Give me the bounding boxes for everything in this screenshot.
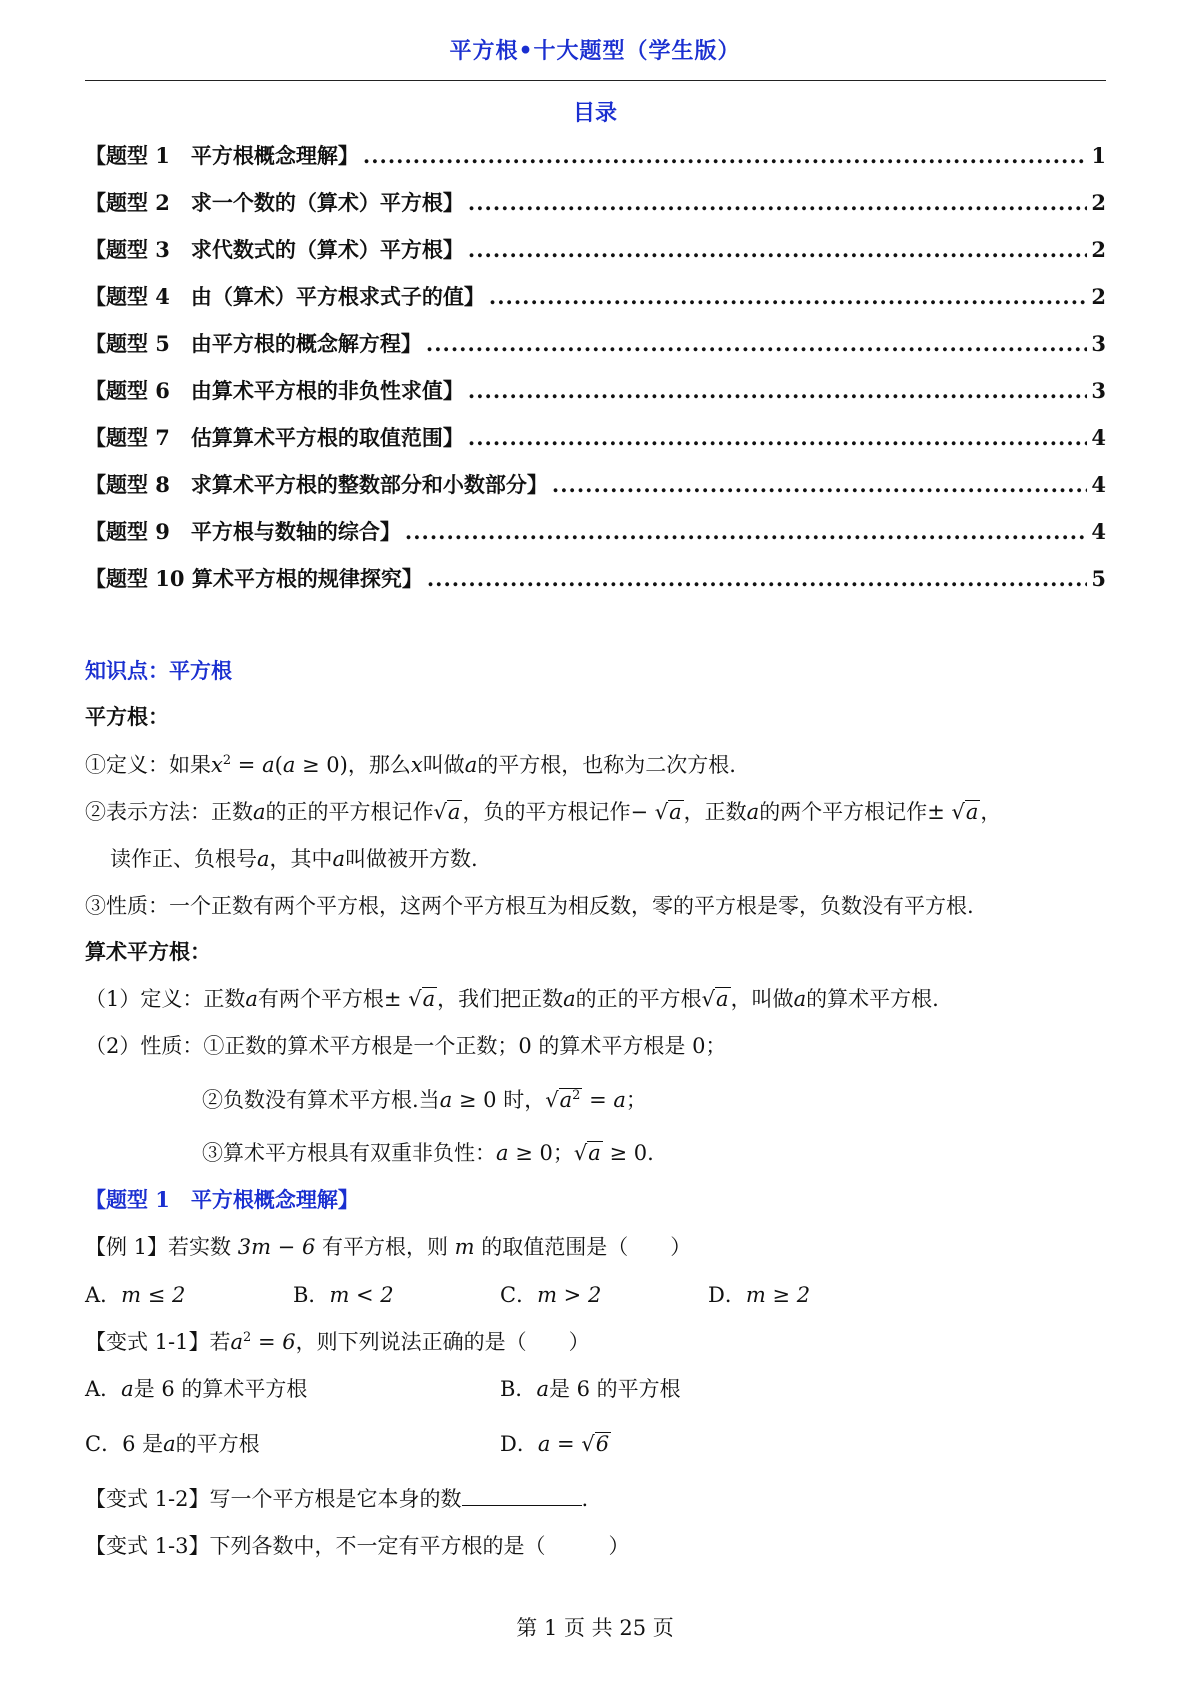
arithmetic-property-3: ③算术平方根具有双重非负性：a ≥ 0；√a ≥ 0. bbox=[202, 1141, 654, 1165]
toc-item[interactable]: 【题型 2 求一个数的（算术）平方根】 ..... 2 bbox=[85, 187, 1106, 234]
toc-item[interactable]: 【题型 9 平方根与数轴的综合】 ..... 4 bbox=[85, 516, 1106, 563]
variant-1-1-option-b[interactable]: B．a是 6 的平方根 bbox=[500, 1377, 681, 1401]
square-root-heading: 平方根： bbox=[85, 704, 169, 729]
definition-3: ③性质：一个正数有两个平方根，这两个平方根互为相反数，零的平方根是零，负数没有平方根. bbox=[85, 894, 974, 918]
document-header-title: 平方根•十大题型（学生版） bbox=[449, 38, 741, 64]
variant-1-1-option-d[interactable]: D．a = √6 bbox=[500, 1432, 610, 1456]
toc-item[interactable]: 【题型 6 由算术平方根的非负性求值】 ..... 3 bbox=[85, 375, 1106, 422]
arithmetic-root-heading: 算术平方根： bbox=[85, 939, 211, 964]
toc-item[interactable]: 【题型 7 估算算术平方根的取值范围】 ..... 4 bbox=[85, 422, 1106, 469]
example-1-option-b[interactable]: B．m < 2 bbox=[293, 1283, 394, 1307]
toc-item[interactable]: 【题型 5 由平方根的概念解方程】 ..... 3 bbox=[85, 328, 1106, 375]
answer-blank[interactable] bbox=[462, 1487, 582, 1506]
definition-2: ②表示方法：正数a的正的平方根记作√a，负的平方根记作− √a，正数a的两个平方根记作± √a， bbox=[85, 800, 1002, 824]
arithmetic-property-2: ②负数没有算术平方根.当a ≥ 0 时，$√a^2 = a$； bbox=[202, 1088, 647, 1112]
example-1-option-c[interactable]: C．m > 2 bbox=[500, 1283, 602, 1307]
example-1: 【例 1】若实数 3m − 6 有平方根，则 m 的取值范围是（ ） bbox=[85, 1235, 692, 1259]
toc-title: 目录 bbox=[572, 100, 617, 126]
toc-item[interactable]: 【题型 3 求代数式的（算术）平方根】 ..... 2 bbox=[85, 234, 1106, 281]
variant-1-1-option-c[interactable]: C．6 是a的平方根 bbox=[85, 1432, 260, 1456]
toc-item[interactable]: 【题型 8 求算术平方根的整数部分和小数部分】 ..... 4 bbox=[85, 469, 1106, 516]
toc-item[interactable]: 【题型 10 算术平方根的规律探究】 ..... 5 bbox=[85, 563, 1106, 610]
variant-1-1: 【变式 1-1】若$a^2 = 6$，则下列说法正确的是（ ） bbox=[85, 1330, 590, 1354]
page-footer: 第 1 页 共 25 页 bbox=[516, 1616, 674, 1640]
definition-2-continued: 读作正、负根号a，其中a叫做被开方数. bbox=[110, 847, 478, 871]
example-1-option-d[interactable]: D．m ≥ 2 bbox=[708, 1283, 811, 1307]
variant-1-1-option-a[interactable]: A．a是 6 的算术平方根 bbox=[85, 1377, 308, 1401]
table-of-contents bbox=[85, 140, 1106, 610]
arithmetic-definition: （1）定义：正数a有两个平方根± √a，我们把正数a的正的平方根√a，叫做a的算术平方根. bbox=[85, 987, 939, 1011]
variant-1-3: 【变式 1-3】下列各数中，不一定有平方根的是（ ） bbox=[85, 1534, 630, 1558]
example-1-option-a[interactable]: A．m ≤ 2 bbox=[85, 1283, 186, 1307]
definition-1: ①定义：如果$x^2 = a(a \ge 0)$，那么x叫做a的平方根，也称为二次方根. bbox=[85, 753, 736, 777]
arithmetic-property-1: （2）性质：①正数的算术平方根是一个正数；0 的算术平方根是 0； bbox=[85, 1034, 727, 1058]
toc-item[interactable]: 【题型 1 平方根概念理解】 ..... 1 bbox=[85, 140, 1106, 187]
variant-1-2: 【变式 1-2】写一个平方根是它本身的数 . bbox=[85, 1487, 589, 1511]
toc-item[interactable]: 【题型 4 由（算术）平方根求式子的值】 ..... 2 bbox=[85, 281, 1106, 328]
knowledge-heading: 知识点：平方根 bbox=[85, 658, 232, 683]
type-1-heading: 【题型 1 平方根概念理解】 bbox=[85, 1187, 359, 1212]
header-divider bbox=[85, 80, 1106, 81]
